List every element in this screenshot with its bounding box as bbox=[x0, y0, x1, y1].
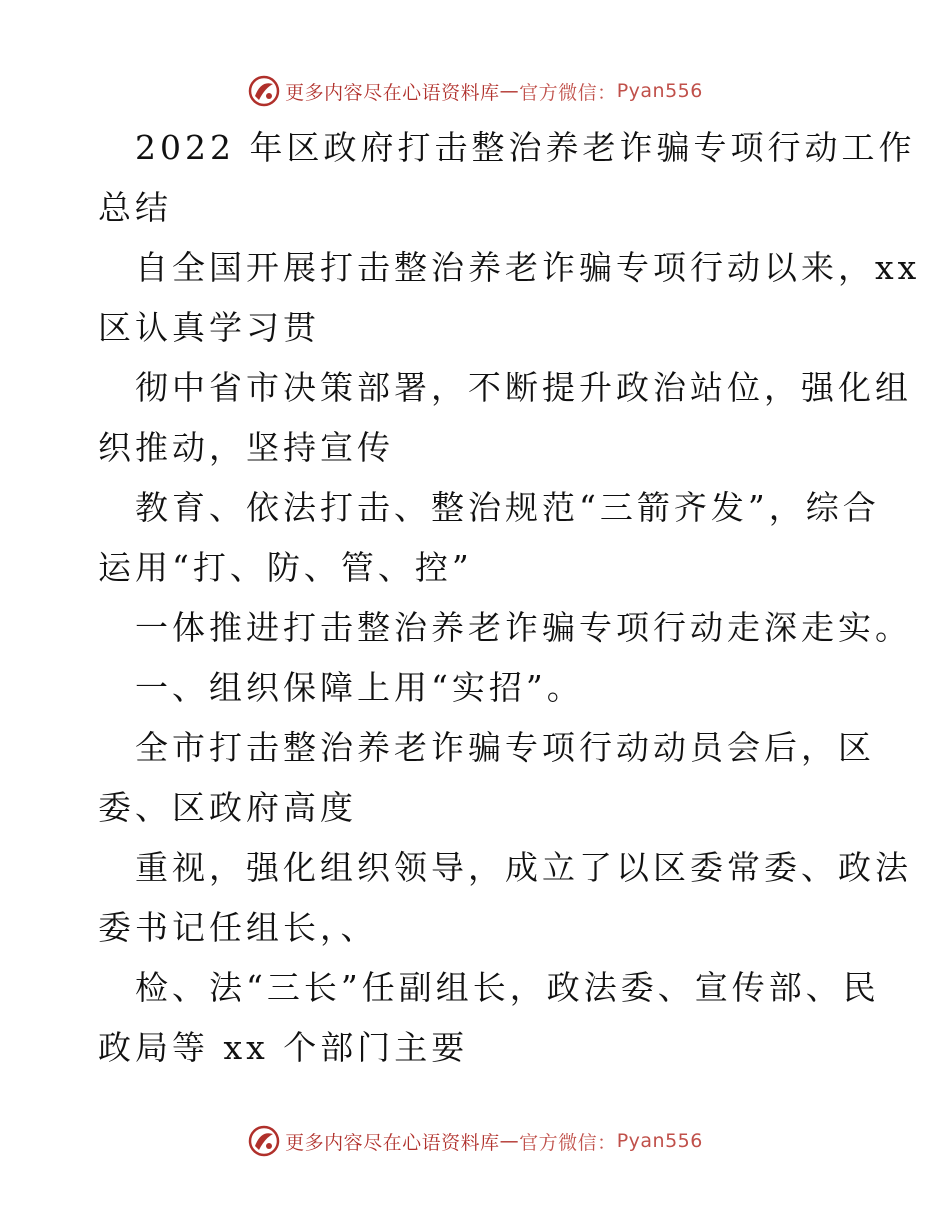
watermark-site: 更多内容尽在心语资料库 bbox=[285, 1131, 500, 1154]
watermark-site: 更多内容尽在心语资料库 bbox=[285, 81, 500, 104]
paragraph bbox=[98, 598, 912, 658]
paragraph-line: 自全国开展打击整治养老诈骗专项行动以来，xx bbox=[135, 248, 921, 287]
watermark-wechat-label: 官方微信： bbox=[519, 1131, 617, 1154]
section-heading bbox=[98, 658, 858, 718]
paragraph-line: 2022 年区政府打击整治养老诈骗专项行动工作 bbox=[135, 128, 916, 167]
paragraph-line: 织推动，坚持宣传 bbox=[98, 428, 394, 467]
paragraph bbox=[98, 718, 875, 838]
paragraph-line: 检、法“三长”任副组长，政法委、宣传部、民 bbox=[135, 968, 880, 1007]
paragraph-line: 委书记任组长，、 bbox=[98, 908, 378, 947]
paragraph-line: 运用“打、防、管、控” bbox=[98, 548, 473, 587]
paragraph-line: 总结 bbox=[98, 188, 172, 227]
paragraph bbox=[98, 358, 912, 478]
paragraph bbox=[98, 238, 921, 358]
watermark-wechat-id: Pyan556 bbox=[616, 1130, 703, 1152]
paragraph-line: 一、组织保障上用“实招”。 bbox=[135, 668, 584, 707]
watermark-dash: — bbox=[499, 1130, 520, 1152]
paragraph bbox=[98, 118, 916, 238]
paragraph-line: 全市打击整治养老诈骗专项行动动员会后，区 bbox=[135, 728, 875, 767]
paragraph-line: 教育、依法打击、整治规范“三箭齐发”，综合 bbox=[135, 488, 880, 527]
paragraph-line: 政局等 xx 个部门主要 bbox=[98, 1028, 469, 1067]
paragraph bbox=[98, 958, 880, 1078]
paragraph-line: 重视，强化组织领导，成立了以区委常委、政法 bbox=[135, 848, 912, 887]
document-body bbox=[98, 118, 921, 1078]
watermark-dash: — bbox=[499, 80, 520, 102]
paragraph bbox=[98, 838, 912, 958]
paragraph-line: 区认真学习贯 bbox=[98, 308, 320, 347]
brand-logo-icon bbox=[247, 74, 281, 108]
footer-watermark bbox=[0, 1124, 950, 1158]
watermark-wechat-label: 官方微信： bbox=[519, 81, 617, 104]
brand-logo-icon bbox=[247, 1124, 281, 1158]
header-watermark bbox=[0, 74, 950, 108]
watermark-wechat-id: Pyan556 bbox=[616, 80, 703, 102]
paragraph bbox=[98, 478, 880, 598]
paragraph-line: 委、区政府高度 bbox=[98, 788, 357, 827]
paragraph-line: 一体推进打击整治养老诈骗专项行动走深走实。 bbox=[135, 608, 912, 647]
paragraph-line: 彻中省市决策部署，不断提升政治站位，强化组 bbox=[135, 368, 912, 407]
